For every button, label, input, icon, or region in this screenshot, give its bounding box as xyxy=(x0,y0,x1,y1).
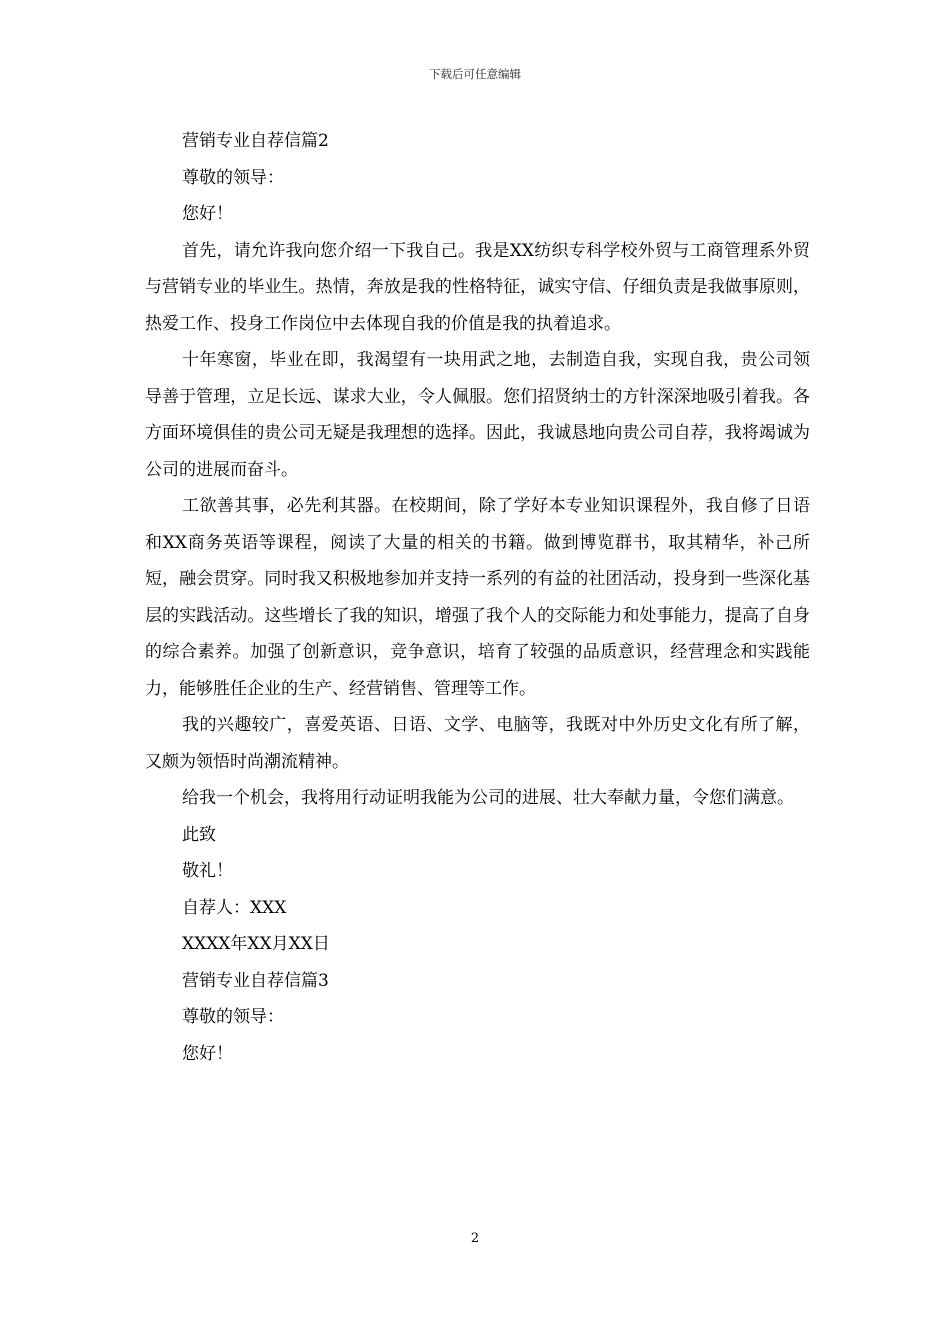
greeting: 您好！ xyxy=(182,1043,233,1064)
greeting: 您好！ xyxy=(182,204,233,224)
salutation: 尊敬的领导： xyxy=(182,1007,284,1027)
body-paragraph: 我的兴趣较广，喜爱英语、日语、文学、电脑等，我既对中外历史文化有所了解，又颇为领悟时尚潮流精神。 xyxy=(145,715,810,772)
body-paragraph: 给我一个机会，我将用行动证明我能为公司的进展、壮大奉献力量，令您们满意。 xyxy=(182,788,794,808)
body-paragraph: 首先，请允许我向您介绍一下我自己。我是XX纺织专科学校外贸与工商管理系外贸与营销专业的毕业生。热情，奔放是我的性格特征，诚实守信、仔细负责是我做事原则，热爱工作、投身工作岗位中去体现自我的价值是我的执着追求。 xyxy=(145,240,810,334)
section-title: 营销专业自荐信篇3 xyxy=(182,970,329,991)
closing-regards: 敬礼！ xyxy=(182,861,233,881)
signature-line: 自荐人：XXX xyxy=(182,897,287,918)
body-paragraph: 工欲善其事，必先利其器。在校期间，除了学好本专业知识课程外，我自修了日语和XX商务英语等课程，阅读了大量的相关的书籍。做到博览群书，取其精华，补己所短，融会贯穿。同时我又积极地参加并支持一系列的有益的社团活动，投身到一些深化基层的实践活动。这些增长了我的知识，增强了我个人的交际能力和处事能力，提高了自身的综合素养。加强了创新意识，竞争意识，培育了较强的品质意识，经营理念和实践能力，能够胜任企业的生产、经营销售、管理等工作。 xyxy=(145,496,810,699)
page-number: 2 xyxy=(470,1231,480,1246)
body-paragraph: 十年寒窗，毕业在即，我渴望有一块用武之地，去制造自我，实现自我，贵公司领导善于管理，立足长远、谋求大业，令人佩服。您们招贤纳士的方针深深地吸引着我。各方面环境俱佳的贵公司无疑是我理想的选择。因此，我诚恳地向贵公司自荐，我将竭诚为公司的进展而奋斗。 xyxy=(145,350,810,480)
section-title: 营销专业自荐信篇2 xyxy=(182,131,329,151)
page-header: 下载后可任意编辑 xyxy=(429,67,521,81)
closing-line: 此致 xyxy=(182,824,216,845)
salutation: 尊敬的领导： xyxy=(182,167,284,188)
date-line: XXXX年XX月XX日 xyxy=(182,934,330,954)
document-body xyxy=(145,123,810,1072)
